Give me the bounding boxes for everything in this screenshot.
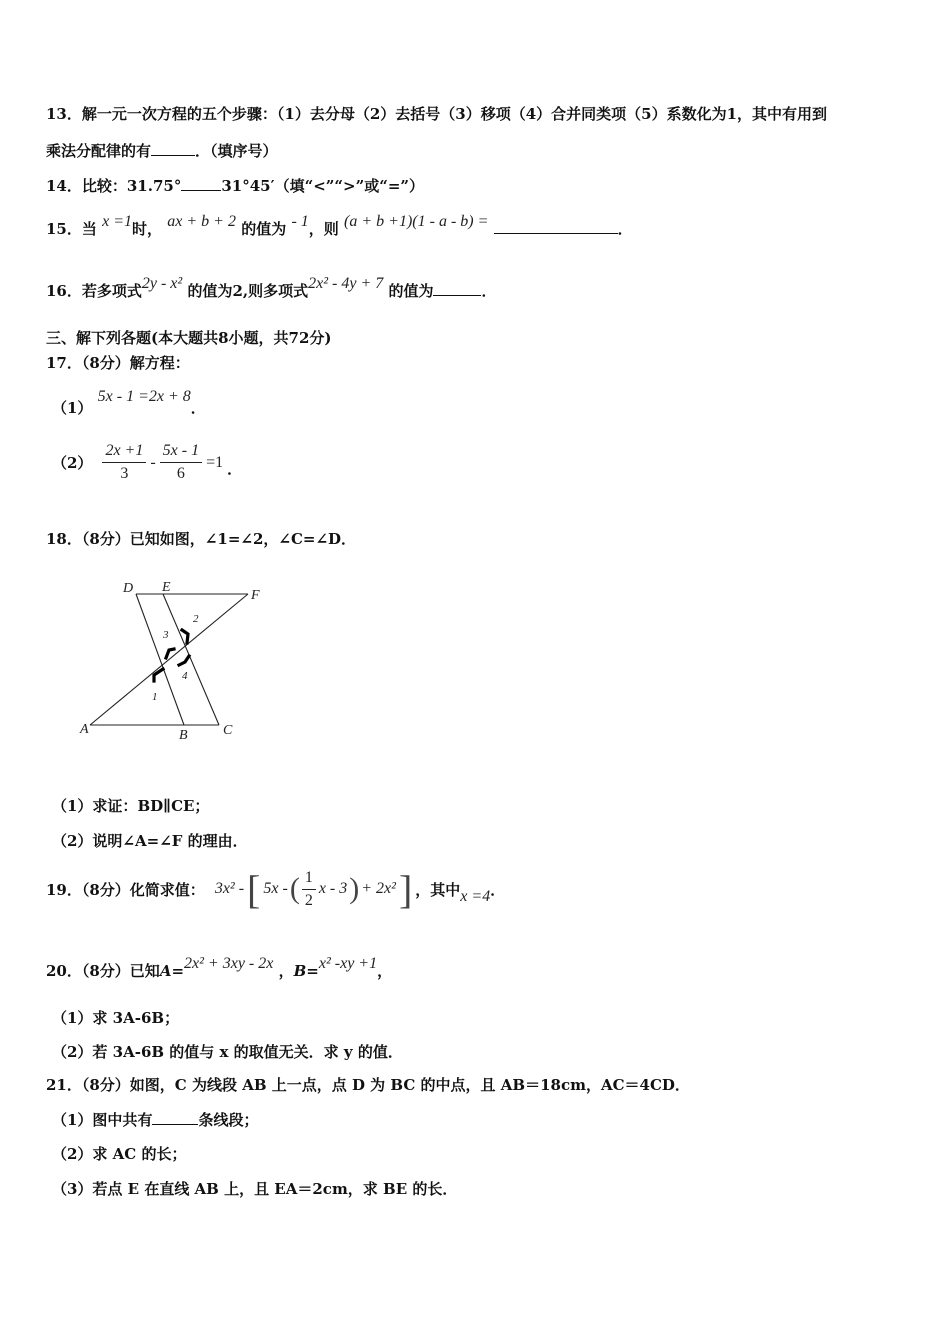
q18-part1: （1）求证：BD∥CE；: [52, 797, 210, 815]
q19-term: + 2x²: [361, 880, 396, 897]
q17-part2: [52, 442, 242, 483]
q19-end: ．: [490, 880, 506, 899]
answer-blank: [181, 176, 221, 191]
answer-blank: [433, 281, 481, 296]
q20: [46, 955, 393, 981]
geometry-figure: [70, 570, 280, 745]
q20-text: 20．（8分）已知: [46, 962, 160, 980]
label-D: D: [123, 581, 134, 596]
fraction-denominator: 2: [304, 891, 313, 909]
q13-line2-tail: ．（填序号）: [195, 142, 278, 160]
q15-expression: ax + b + 2: [167, 213, 236, 230]
left-bracket: [: [247, 866, 261, 912]
q17-part1-end: ．: [190, 399, 206, 417]
q13-line2-text: 乘法分配律的有: [46, 142, 152, 160]
equation-rhs: =1: [206, 453, 224, 471]
label-C: C: [223, 723, 233, 738]
q21-part2: （2）求 AC 的长；: [52, 1145, 187, 1163]
q19-term: 5x -: [263, 880, 288, 897]
label-A: A: [80, 722, 89, 737]
q16-text: 的值为2,则多项式: [187, 282, 309, 300]
fraction-denominator: 3: [120, 465, 129, 482]
fraction-half: [302, 869, 316, 910]
label-4: 4: [182, 670, 188, 682]
fraction-numerator: 1: [302, 869, 316, 890]
q19: [46, 862, 505, 916]
q20-end: ，: [377, 962, 393, 980]
q20-b-expression: x² -xy +1: [318, 955, 378, 972]
q21-part1-tail: 条线段；: [198, 1111, 259, 1129]
q16-text: 16．若多项式: [46, 282, 142, 300]
q19-term: 3x² -: [214, 880, 245, 897]
q17-part2-end: ．: [227, 460, 243, 478]
answer-blank: [494, 219, 618, 234]
q16-text: 的值为: [388, 282, 434, 300]
q21-title: 21．（8分）如图，C 为线段 AB 上一点，点 D 为 BC 的中点，且 AB＝18cm，AC＝4CD．: [46, 1076, 690, 1094]
fraction-left: [102, 442, 146, 483]
fraction-denominator: 6: [176, 465, 185, 482]
q15-text: ，则: [308, 220, 339, 238]
q14-tail: 31°45′（填“<”“>”或“=”）: [221, 177, 425, 195]
label-2: 2: [193, 613, 199, 625]
label-3: 3: [163, 629, 169, 641]
minus-sign: -: [150, 453, 156, 471]
q21-part1-text: （1）图中共有: [52, 1111, 153, 1129]
q19-condition: x =4: [460, 888, 491, 905]
q19-text: ，其中: [415, 880, 461, 899]
label-E: E: [162, 580, 171, 595]
q16-poly2: 2x² - 4y + 7: [308, 275, 384, 292]
q20-separator: ，: [278, 962, 294, 980]
q15-value: - 1: [291, 213, 309, 230]
line-DB: [136, 594, 184, 725]
q18-title: 18．（8分）已知如图，∠1=∠2，∠C=∠D．: [46, 530, 357, 548]
q17-part2-label: （2）: [52, 454, 93, 472]
label-B: B: [179, 728, 188, 743]
q16-poly1: 2y - x²: [141, 275, 183, 292]
fraction-numerator: 2x +1: [102, 442, 146, 463]
q20-a-expression: 2x² + 3xy - 2x: [184, 955, 274, 972]
q20-a-label: A=: [159, 962, 185, 980]
left-paren: (: [289, 872, 300, 905]
q15-target: (a + b +1)(1 - a - b) =: [344, 213, 489, 230]
q20-b-label: B=: [293, 962, 319, 980]
section-heading: 三、解下列各题(本大题共8小题，共72分): [46, 329, 332, 347]
q17-title: 17．（8分）解方程：: [46, 354, 190, 372]
answer-blank: [152, 1110, 198, 1125]
q17-part1-equation: 5x - 1 =2x + 8: [97, 388, 191, 405]
q13-line1: 13．解一元一次方程的五个步骤：（1）去分母（2）去括号（3）移项（4）合并同类项（5）系数化为1，其中有用到: [46, 105, 828, 123]
right-paren: ): [349, 872, 360, 905]
q18-part2: （2）说明∠A=∠F 的理由．: [52, 832, 248, 850]
line-AF: [90, 594, 248, 725]
q21-part3: （3）若点 E 在直线 AB 上，且 EA＝2cm，求 BE 的长．: [52, 1180, 458, 1198]
q17-part1: [52, 385, 206, 417]
q17-part1-label: （1）: [52, 399, 93, 417]
right-bracket: ]: [398, 866, 413, 912]
q21-part1: [52, 1109, 258, 1130]
q15-text: 时，: [132, 220, 163, 238]
q15: [46, 213, 633, 239]
q15-number: 15．当: [46, 220, 97, 238]
q16-end: ．: [481, 282, 497, 300]
q13-line2: [46, 140, 278, 161]
q20-part1: （1）求 3A-6B；: [52, 1009, 180, 1027]
q16: [46, 275, 497, 301]
label-F: F: [251, 588, 260, 603]
q19-text: 19．（8分）化简求值：: [46, 880, 205, 899]
q14: [46, 175, 424, 196]
q15-end: ．: [617, 220, 633, 238]
fraction-numerator: 5x - 1: [160, 442, 202, 463]
answer-blank: [151, 141, 195, 156]
q14-text: 14．比较：31.75°: [46, 177, 182, 195]
label-1: 1: [152, 691, 158, 703]
q19-term: x - 3: [318, 880, 348, 897]
line-EC: [163, 594, 219, 725]
q20-part2: （2）若 3A-6B 的值与 x 的取值无关．求 y 的值．: [52, 1043, 403, 1061]
fraction-right: [160, 442, 202, 483]
q15-text: 的值为: [241, 220, 287, 238]
q15-condition: x =1: [102, 213, 133, 230]
angle-mark-4: [179, 656, 189, 665]
